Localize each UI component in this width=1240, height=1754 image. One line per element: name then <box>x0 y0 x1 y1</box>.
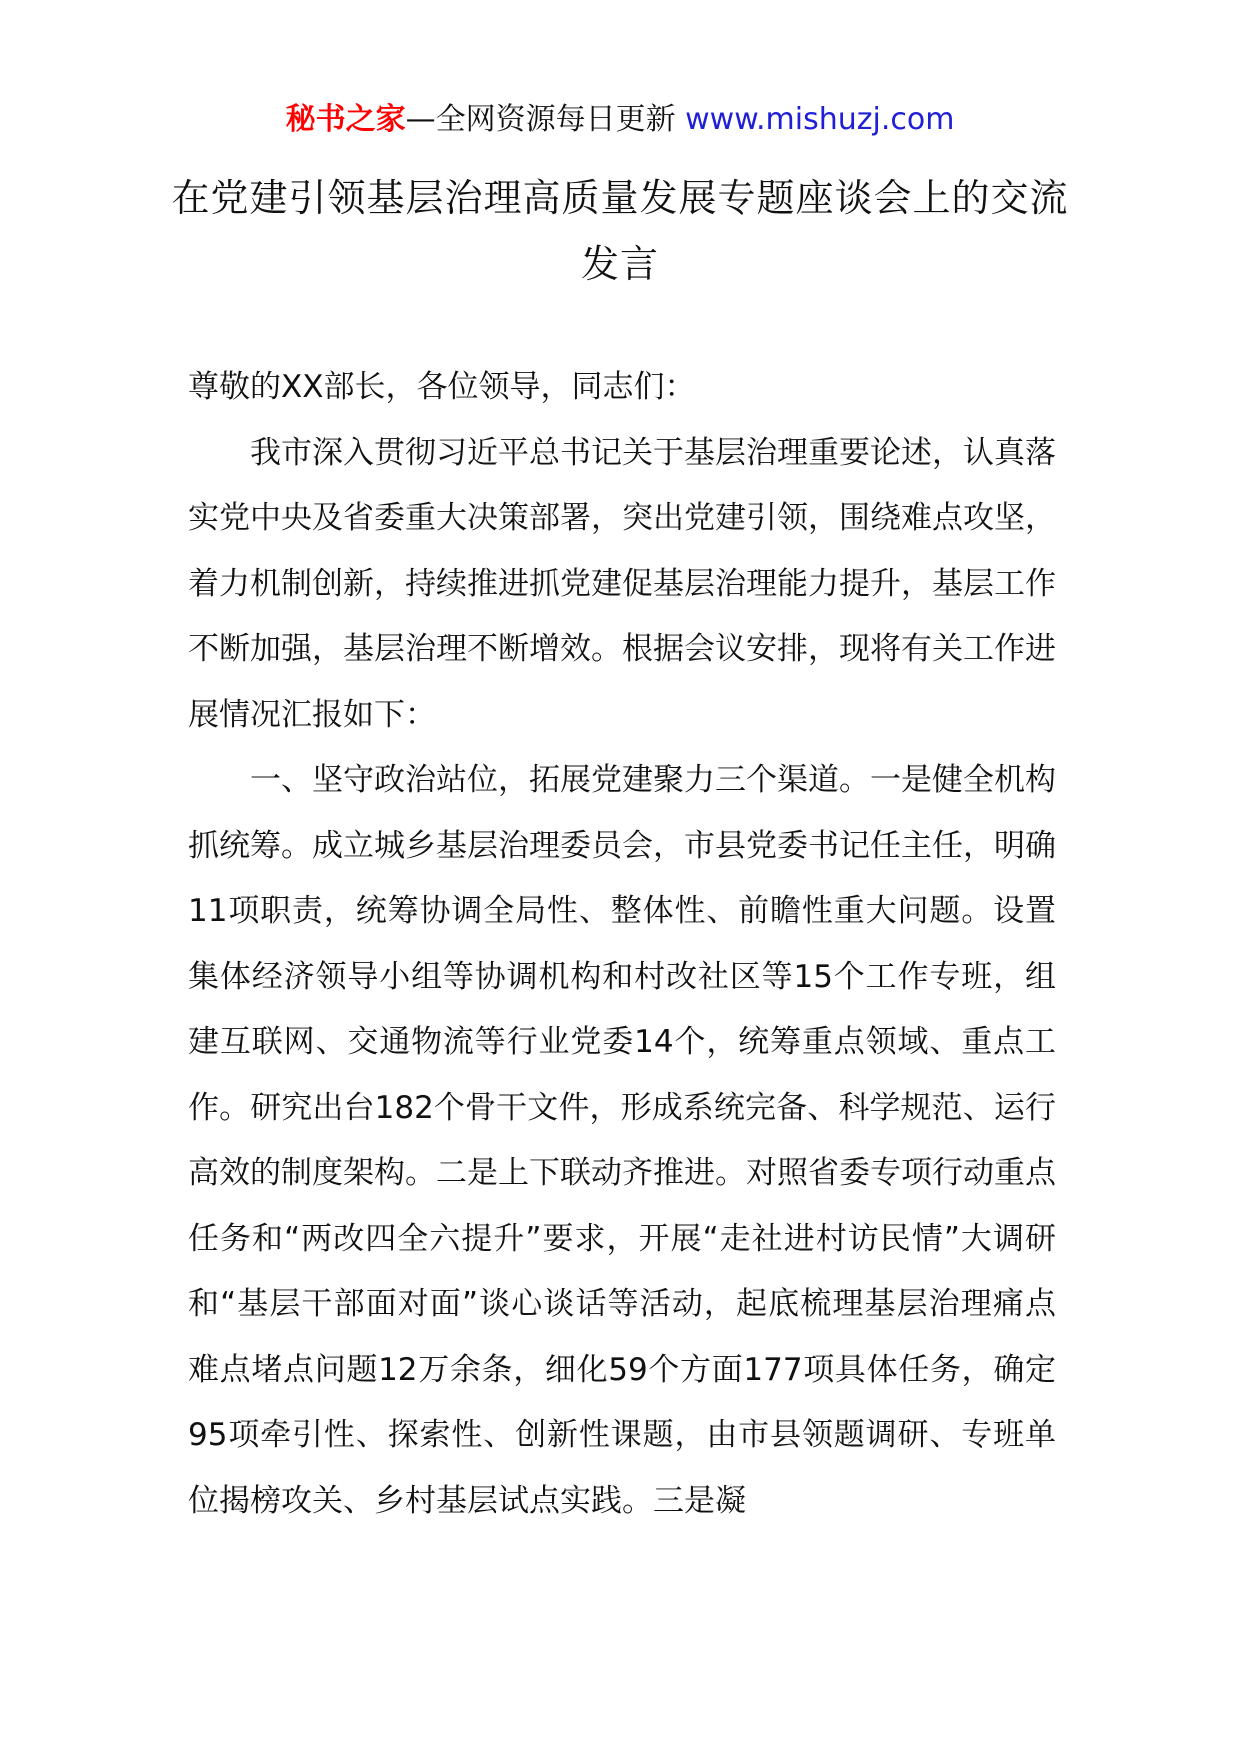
paragraph-section-one: 一、坚守政治站位，拓展党建聚力三个渠道。一是健全机构抓统筹。成立城乡基层治理委员会，市县党委书记任主任，明确11项职责，统筹协调全局性、整体性、前瞻性重大问题。设置集体经济领导小组等协调机构和村改社区等15个工作专班，组建互联网、交通物流等行业党委14个，统筹重点领域、重点工作。研究出台182个骨干文件，形成系统完备、科学规范、运行高效的制度架构。二是上下联动齐推进。对照省委专项行动重点任务和“两改四全六提升”要求，开展“走社进村访民情”大调研和“基层干部面对面”谈心谈话等活动，起底梳理基层治理痛点难点堵点问题12万余条，细化59个方面177项具体任务，确定95项牵引性、探索性、创新性课题，由市县领题调研、专班单位揭榜攻关、乡村基层试点实践。三是凝 <box>188 762 1056 1519</box>
document-body <box>188 355 1056 1534</box>
header-tagline: —全网资源每日更新 <box>405 102 686 137</box>
paragraph-intro: 我市深入贯彻习近平总书记关于基层治理重要论述，认真落实党中央及省委重大决策部署，突出党建引领，围绕难点攻坚，着力机制创新，持续推进抓党建促基层治理能力提升，基层工作不断加强，基层治理不断增效。根据会议安排，现将有关工作进展情况汇报如下： <box>188 434 1056 733</box>
document-title: 在党建引领基层治理高质量发展专题座谈会上的交流发言 <box>171 176 1069 286</box>
header-url[interactable]: www.mishuzj.com <box>685 102 955 137</box>
salutation: 尊敬的XX部长，各位领导，同志们： <box>188 369 696 405</box>
brand-name: 秘书之家 <box>285 102 406 137</box>
page-header <box>0 100 1240 140</box>
